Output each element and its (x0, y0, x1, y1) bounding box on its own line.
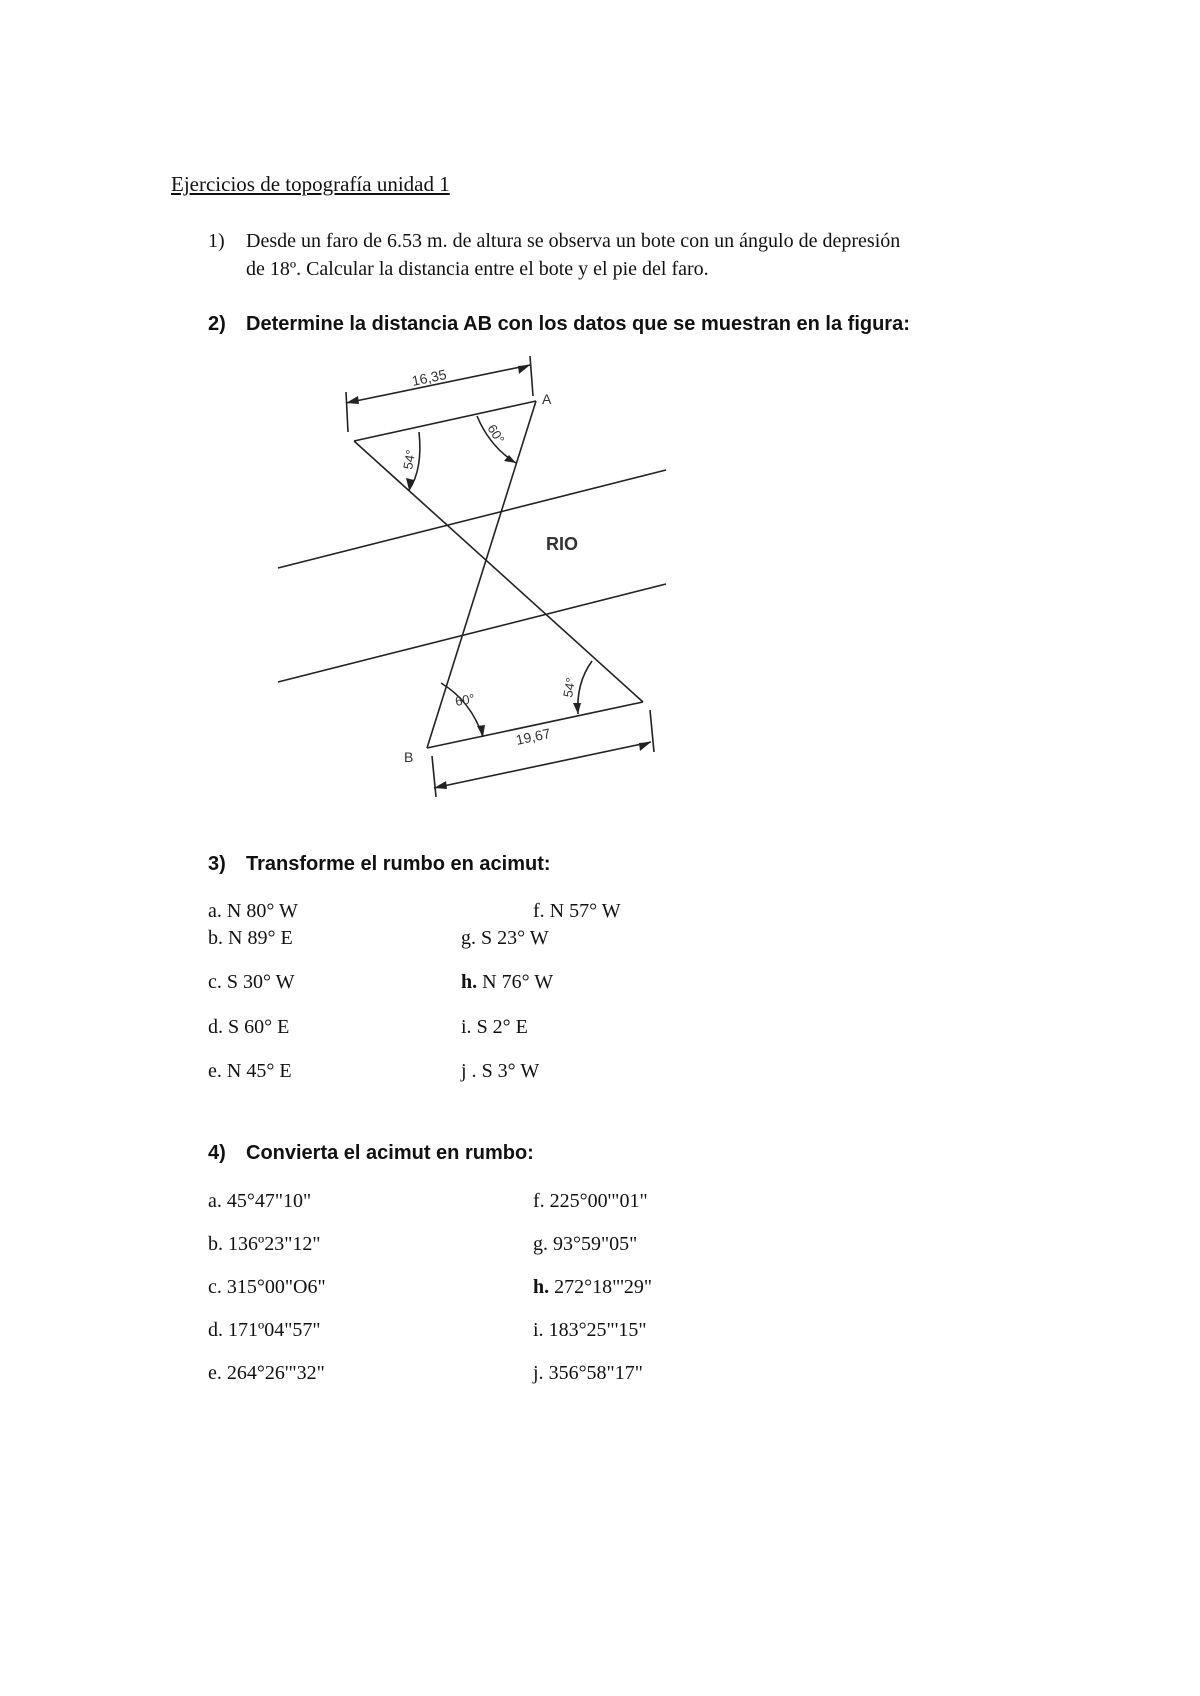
arc-bottom-left (441, 683, 483, 737)
top-base-line (354, 401, 536, 441)
bottom-dimension-tick-left (432, 756, 436, 797)
q4-item-b: b. 136º23"12" (208, 1233, 321, 1255)
q3-item-d: d. S 60° E (208, 1016, 290, 1038)
top-length-label: 16,35 (410, 365, 448, 389)
river-label: RIO (546, 534, 579, 554)
q3-item-b: b. N 89° E (208, 927, 293, 949)
q3-item-j: j . S 3° W (461, 1060, 540, 1082)
bottom-dimension-line (434, 742, 651, 788)
angle-top-left-label: 54° (400, 448, 419, 471)
q4-item-e: e. 264°26'"32" (208, 1362, 325, 1384)
q1-text-line1: Desde un faro de 6.53 m. de altura se observa un bote con un ángulo de depresión (246, 230, 901, 252)
q4-item-f: f. 225°00'"01" (533, 1190, 648, 1212)
q3-text: Transforme el rumbo en acimut: (246, 853, 551, 875)
q4-item-g: g. 93°59"05" (533, 1233, 638, 1255)
q4-item-j: j. 356°58"17" (533, 1362, 643, 1384)
arrow-icon (434, 781, 447, 789)
q2-number: 2) (208, 313, 226, 335)
q3-item-e: e. N 45° E (208, 1060, 292, 1082)
q4-item-c: c. 315°00"O6" (208, 1276, 326, 1298)
line-ab (427, 401, 536, 748)
q3-heading (208, 853, 551, 876)
q3-item-h: h. N 76° W (461, 971, 554, 993)
q3-item-c: c. S 30° W (208, 971, 295, 993)
q3-number: 3) (208, 853, 226, 875)
q4-item-i: i. 183°25"'15" (533, 1319, 647, 1341)
q4-number: 4) (208, 1142, 226, 1164)
q3-item-a: a. N 80° W (208, 900, 298, 922)
q4-text: Convierta el acimut en rumbo: (246, 1142, 534, 1164)
river-bank-lower (278, 584, 666, 682)
q3-item-i: i. S 2° E (461, 1016, 528, 1038)
top-dimension-tick-right (530, 356, 533, 396)
page-title: Ejercicios de topografía unidad 1 (171, 172, 450, 196)
river-bank-upper (278, 470, 666, 568)
q4-heading (208, 1142, 534, 1165)
q3-item-f: f. N 57° W (533, 900, 621, 922)
angle-bottom-left-label: 60° (453, 690, 476, 709)
arrow-icon (639, 742, 651, 751)
q2-text: Determine la distancia AB con los datos que se muestran en la figura: (246, 313, 910, 335)
arrow-icon (346, 396, 359, 404)
top-dimension-tick-left (346, 392, 348, 432)
bottom-dimension-tick-right (650, 710, 654, 752)
angle-bottom-right-label: 54° (560, 676, 579, 699)
q4-item-h: h. 272°18"'29" (533, 1276, 653, 1298)
q4-item-d: d. 171º04"57" (208, 1319, 321, 1341)
arrow-icon (573, 703, 581, 714)
point-b-label: B (404, 749, 414, 765)
q4-item-a: a. 45°47"10" (208, 1190, 312, 1212)
q1-text-line2: de 18º. Calcular la distancia entre el bote y el pie del faro. (246, 258, 709, 280)
q1-number: 1) (208, 230, 225, 252)
point-a-label: A (542, 391, 552, 407)
arrow-icon (518, 365, 530, 374)
angle-top-right-label: 60° (484, 421, 508, 447)
q3-item-g: g. S 23° W (461, 927, 549, 949)
cross-line-1 (354, 441, 643, 702)
bottom-length-label: 19,67 (514, 724, 552, 748)
